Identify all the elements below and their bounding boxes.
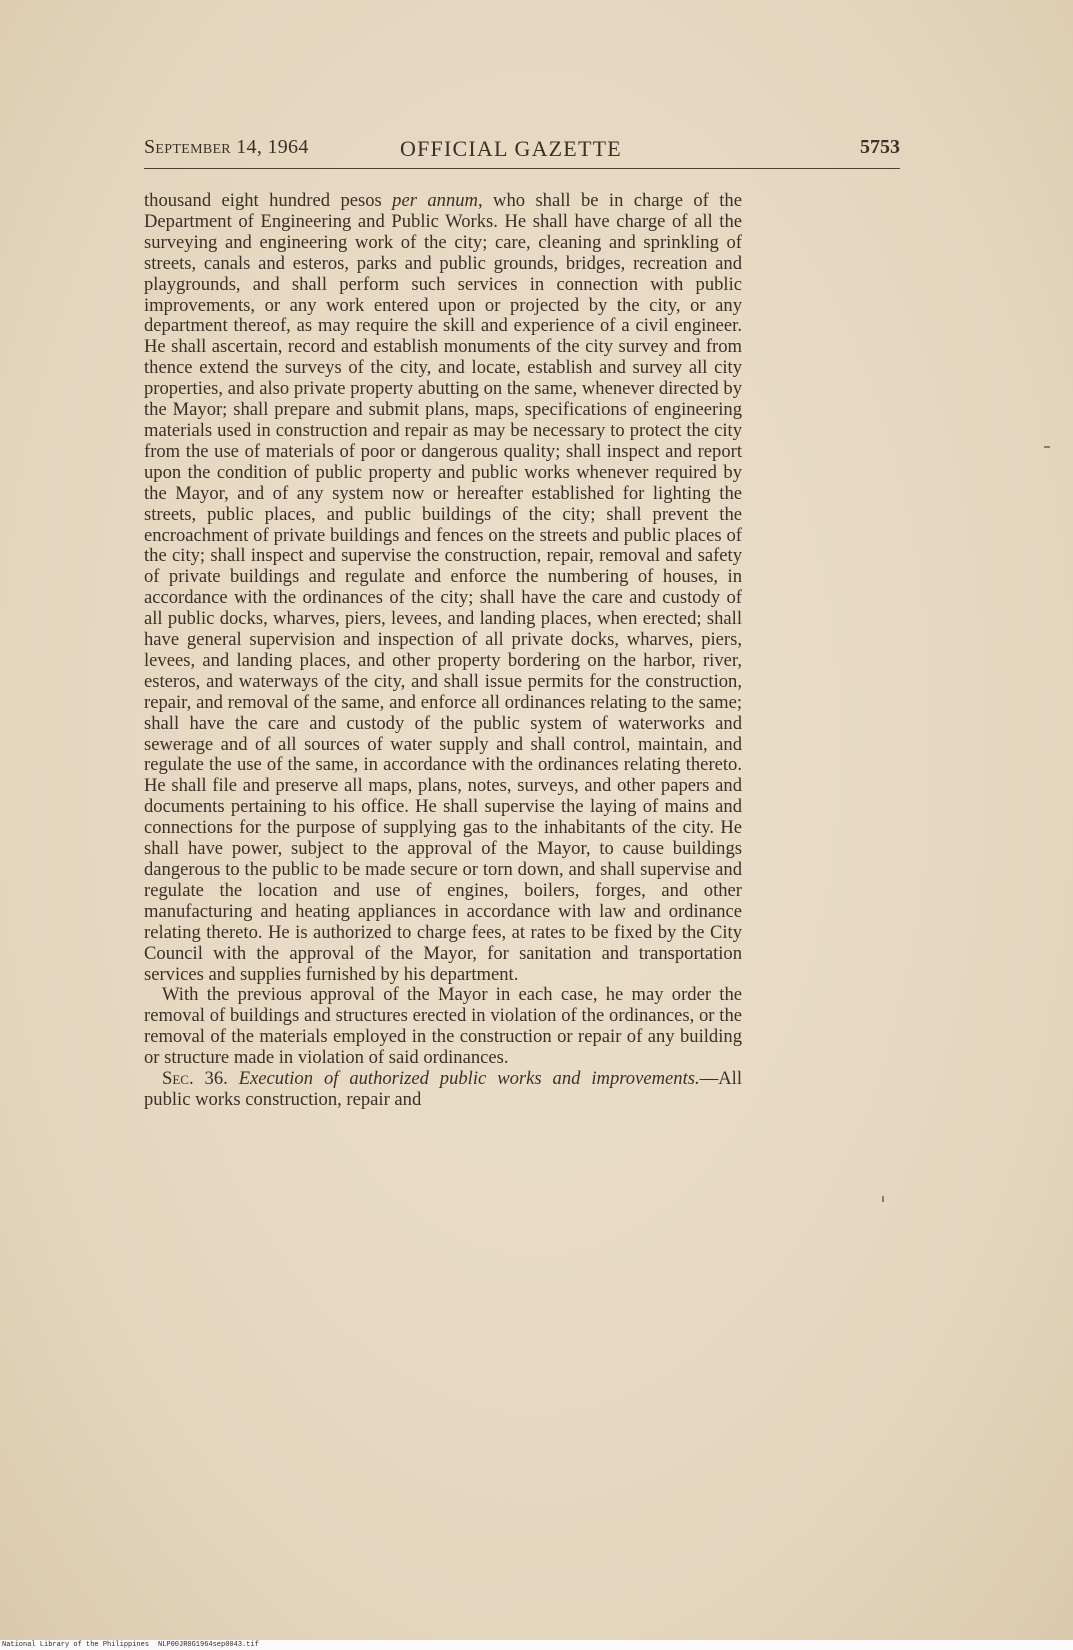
scan-mark bbox=[1044, 446, 1050, 448]
header-page-number: 5753 bbox=[860, 136, 900, 158]
section-label: Sec. 36. bbox=[162, 1068, 228, 1090]
paragraph-2: With the previous approval of the Mayor in each case, he may order the removal of buildings and structures erected in violation of the ordinances, or the removal of the materials employed in the construction or repair of any building or structure made in violation of said ordinances. bbox=[144, 984, 742, 1069]
scan-footer bbox=[0, 1640, 1073, 1650]
footer-library: National Library of the Philippines bbox=[2, 1641, 150, 1649]
header-rule bbox=[144, 168, 900, 169]
footer-filename: NLP00JR0G1964sep0043.tif bbox=[158, 1641, 259, 1649]
section-text: —All public works construction, repair and bbox=[144, 1068, 742, 1110]
paragraph-1-italic: per annum bbox=[392, 190, 478, 211]
paragraph-1-start: thousand eight hundred pesos bbox=[144, 190, 393, 211]
scan-mark bbox=[882, 1196, 884, 1202]
section-36 bbox=[144, 1069, 742, 1111]
paragraph-1-rest: , who shall be in charge of the Department of Engineering and Public Works. He shall have charge of all the surveying and engineering work of the city; care, cleaning and sprinkling of streets, canals and esteros, parks and public grounds, bridges, recreation and playgrounds, and shall perform such services in connection with public improvements, or any work entered upon or projected by the city, or any department thereof, as may require the skill and experience of a civil engineer. He shall ascertain, record and establish monuments of the city survey and from thence extend the surveys of the city, and locate, establish and survey all city properties, and also private property abutting on the same, whenever directed by the Mayor; shall prepare and submit plans, maps, specifications of engineering materials used in construction and repair as may be necessary to protect the city from the use of materials of poor or dangerous quality; shall inspect and report upon the condition of public property and public works whenever required by the Mayor, and of any system now or hereafter established for lighting the streets, public places, and public buildings of the city; shall prevent the encroachment of private buildings and fences on the streets and public places of the city; shall inspect and supervise the construction, repair, removal and safety of private buildings and regulate and enforce the numbering of houses, in accordance with the ordinances of the city; shall have the care and custody of all public docks, wharves, piers, levees, and landing places, when erected; shall have general supervision and inspection of all private docks, wharves, piers, levees, and landing places, and other property bordering on the harbor, river, esteros, and waterways of the city, and shall issue permits for the construction, repair, and removal of the same, and enforce all ordinances relating to the same; shall have the care and custody of the public system of waterworks and sewerage and of all sources of water supply and shall control, maintain, and regulate the use of the same, in accordance with the ordinances relating thereto. He shall file and preserve all maps, plans, notes, surveys, and other papers and documents pertaining to his office. He shall supervise the laying of mains and connections for the purpose of supplying gas to the inhabitants of the city. He shall have power, subject to the approval of the Mayor, to cause buildings dangerous to the public to be made secure or torn down, and shall supervise and regulate the location and use of engines, boilers, forges, and other manufacturing and heating appliances in accordance with law and ordinance relating thereto. He is authorized to charge fees, at rates to be fixed by the City Council with the approval of the Mayor, for sanitation and transportation services and supplies furnished by his department. bbox=[144, 190, 742, 985]
body-text bbox=[144, 191, 742, 1111]
section-title: Execution of authorized public works and improvements. bbox=[238, 1068, 700, 1090]
page-header bbox=[144, 136, 900, 164]
header-title: OFFICIAL GAZETTE bbox=[400, 136, 622, 161]
header-date: September 14, 1964 bbox=[144, 136, 309, 158]
paragraph-1 bbox=[144, 191, 742, 985]
